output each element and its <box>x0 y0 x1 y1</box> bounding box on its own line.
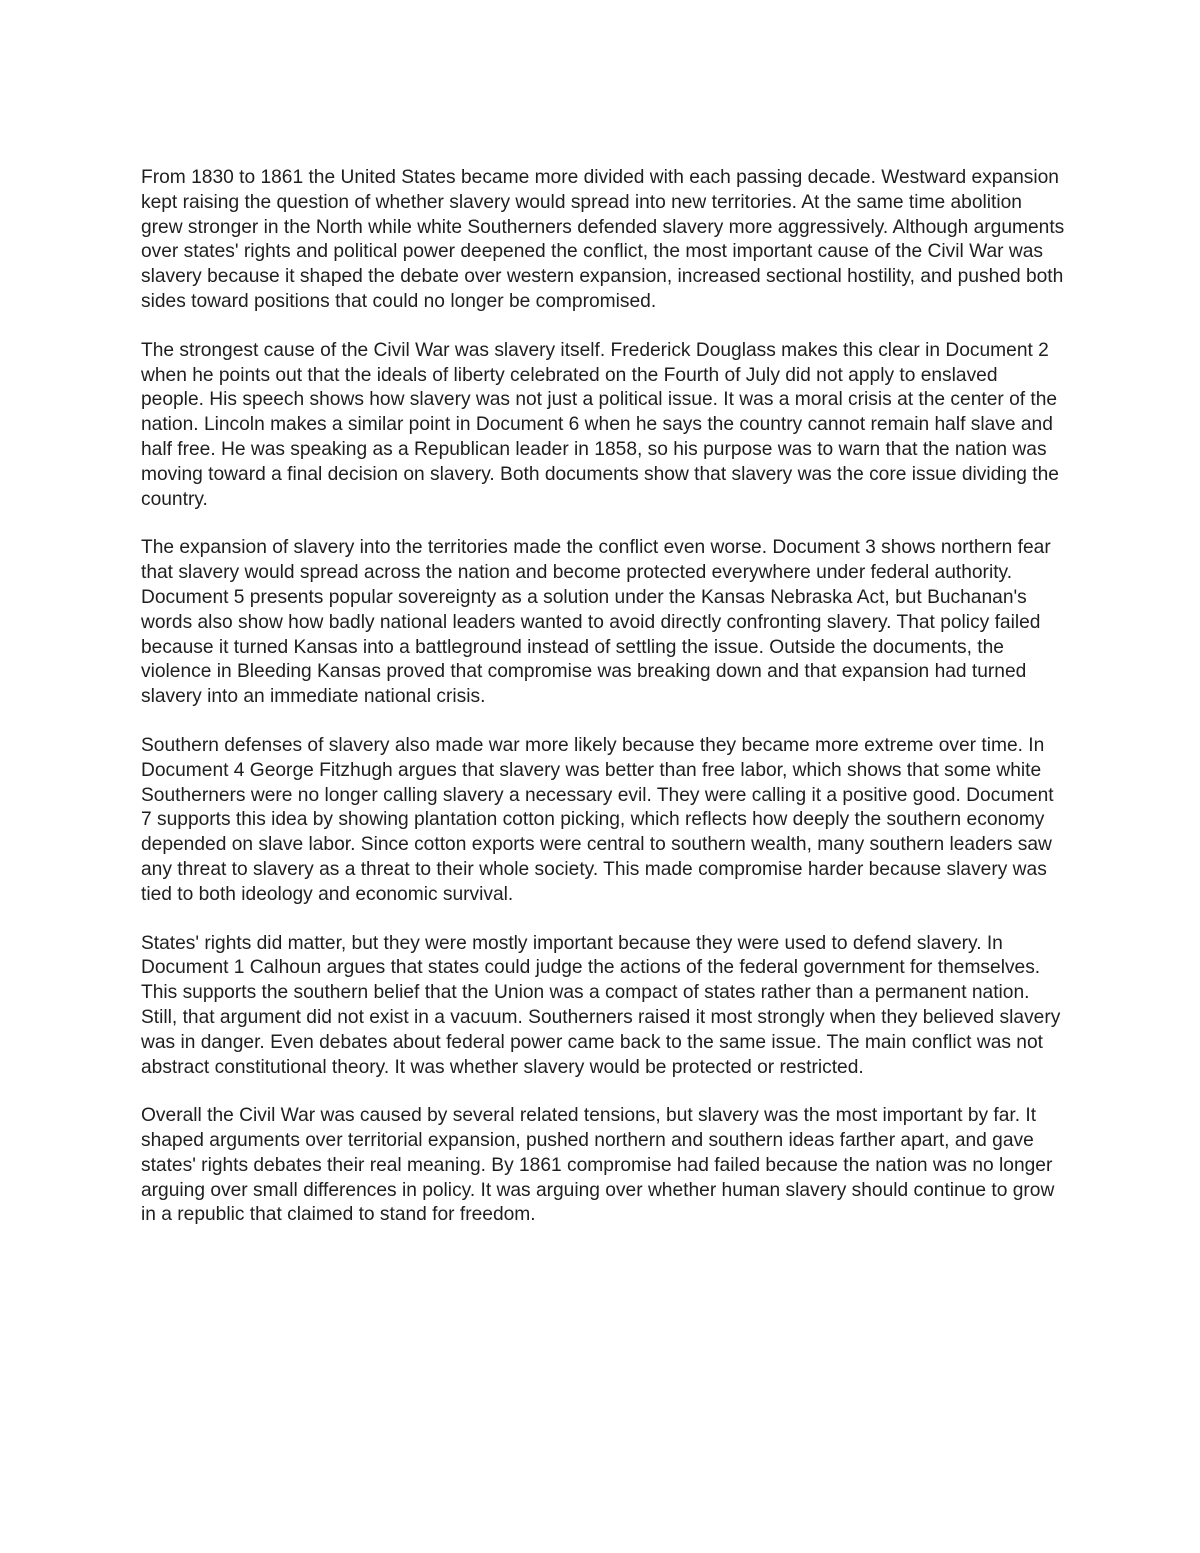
essay-body <box>141 166 1065 1228</box>
paragraph-southern-defenses: Southern defenses of slavery also made war more likely because they became more extreme over time. In Document 4 George Fitzhugh argues that slavery was better than free labor, which shows that some white Southerners were no longer calling slavery a necessary evil. They were calling it a positive good. Document 7 supports this idea by showing plantation cotton picking, which reflects how deeply the southern economy depended on slave labor. Since cotton exports were central to southern wealth, many southern leaders saw any threat to slavery as a threat to their whole society. This made compromise harder because slavery was tied to both ideology and economic survival. <box>141 734 1054 905</box>
paragraph-conclusion: Overall the Civil War was caused by several related tensions, but slavery was the most important by far. It shaped arguments over territorial expansion, pushed northern and southern ideas farther apart, and gave states' rights debates their real meaning. By 1861 compromise had failed because the nation was no longer arguing over small differences in policy. It was arguing over whether human slavery should continue to grow in a republic that claimed to stand for freedom. <box>141 1105 1055 1226</box>
paragraph-territorial-expansion: The expansion of slavery into the territories made the conflict even worse. Document 3 shows northern fear that slavery would spread across the nation and become protected everywhere under federal authority. Document 5 presents popular sovereignty as a solution under the Kansas Nebraska Act, but Buchanan's words also show how badly national leaders wanted to avoid directly confronting slavery. That policy failed because it turned Kansas into a battleground instead of settling the issue. Outside the documents, the violence in Bleeding Kansas proved that compromise was breaking down and that expansion had turned slavery into an immediate national crisis. <box>141 537 1051 708</box>
paragraph-slavery-itself: The strongest cause of the Civil War was slavery itself. Frederick Douglass makes this clear in Document 2 when he points out that the ideals of liberty celebrated on the Fourth of July did not apply to enslaved people. His speech shows how slavery was not just a political issue. It was a moral crisis at the center of the nation. Lincoln makes a similar point in Document 6 when he says the country cannot remain half slave and half free. He was speaking as a Republican leader in 1858, so his purpose was to warn that the nation was moving toward a final decision on slavery. Both documents show that slavery was the core issue dividing the country. <box>141 339 1059 510</box>
paragraph-introduction: From 1830 to 1861 the United States became more divided with each passing decade. Westward expansion kept raising the question of whether slavery would spread into new territories. At the same time abolition grew stronger in the North while white Southerners defended slavery more aggressively. Although arguments over states' rights and political power deepened the conflict, the most important cause of the Civil War was slavery because it shaped the debate over western expansion, increased sectional hostility, and pushed both sides toward positions that could no longer be compromised. <box>141 167 1065 312</box>
paragraph-states-rights: States' rights did matter, but they were mostly important because they were used to defend slavery. In Document 1 Calhoun argues that states could judge the actions of the federal government for themselves. This supports the southern belief that the Union was a compact of states rather than a permanent nation. Still, that argument did not exist in a vacuum. Southerners raised it most strongly when they believed slavery was in danger. Even debates about federal power came back to the same issue. The main conflict was not abstract constitutional theory. It was whether slavery would be protected or restricted. <box>141 932 1061 1078</box>
